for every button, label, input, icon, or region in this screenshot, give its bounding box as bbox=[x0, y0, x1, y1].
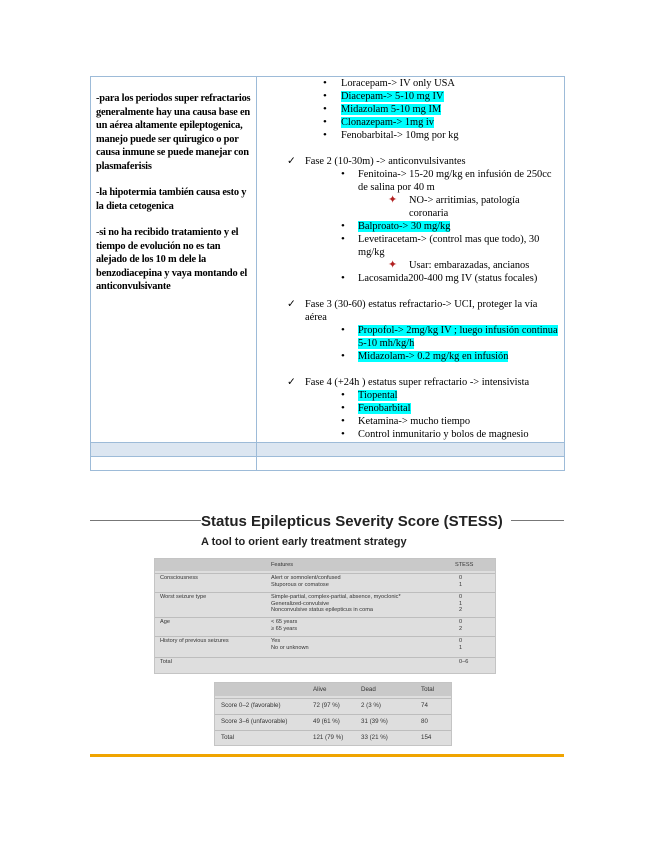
table-header bbox=[155, 559, 495, 571]
phase1-item: • Fenobarbital-> 10mg por kg bbox=[257, 129, 560, 142]
feature: Yes bbox=[271, 638, 281, 644]
outcome-table bbox=[214, 682, 452, 746]
stess-figure bbox=[90, 512, 564, 760]
feature: Simple-partial, complex-partial, absence, myoclonic* bbox=[271, 594, 401, 600]
note-paragraph: -para los periodos super refractarios generalmente hay una causa base en un aérea altamente epileptogenica, manejo puede ser quirugico o por causa inmune se puede manejar con plasmaferisis bbox=[96, 93, 251, 172]
table-row bbox=[155, 573, 495, 590]
phase2-item: • Balproato-> 30 mg/kg bbox=[257, 220, 560, 233]
row-category: Age bbox=[160, 619, 170, 625]
figure-subtitle: A tool to orient early treatment strategy bbox=[201, 536, 407, 548]
table-cell: 154 bbox=[421, 734, 432, 741]
feature: Stuporous or comatose bbox=[271, 581, 329, 588]
score: 0–6 bbox=[459, 659, 469, 665]
phase3-item: • Midazolam-> 0.2 mg/kg en infusión bbox=[257, 350, 560, 363]
table-cell: 2 (3 %) bbox=[361, 702, 381, 709]
phase4-item: • Ketamina-> mucho tiempo bbox=[257, 415, 560, 428]
phase2-note: ✦ NO-> arritimias, patología coronaria bbox=[388, 194, 520, 219]
table-cell: Score 3–6 (unfavorable) bbox=[221, 718, 288, 725]
phase1-item: • Loracepam-> IV only USA bbox=[257, 77, 560, 90]
table-row bbox=[91, 443, 565, 457]
table-cell: 33 (21 %) bbox=[361, 734, 388, 741]
phases-cell bbox=[257, 77, 565, 443]
left-notes-cell bbox=[91, 77, 257, 443]
feature: No or unknown bbox=[271, 644, 309, 651]
score: 0 bbox=[459, 575, 463, 581]
row-category: Consciousness bbox=[160, 575, 198, 581]
table-header bbox=[215, 683, 451, 696]
score: 1 bbox=[459, 644, 463, 651]
table-row bbox=[155, 657, 495, 670]
column-header: Dead bbox=[361, 686, 376, 693]
table-cell: Total bbox=[221, 734, 235, 741]
phase1-item: • Diacepam-> 5-10 mg IV bbox=[257, 90, 560, 103]
feature: Nonconvulsive status epilepticus in coma bbox=[271, 607, 373, 613]
table-cell: 31 (39 %) bbox=[361, 718, 388, 725]
checkmark-icon: ✓ bbox=[287, 156, 296, 167]
figure-title: Status Epilepticus Severity Score (STESS) bbox=[201, 513, 511, 531]
row-category: Total bbox=[160, 659, 172, 665]
phase2-item: • Lacosamida200-400 mg IV (status focales) bbox=[257, 272, 560, 285]
column-header: Alive bbox=[313, 686, 327, 693]
phase4-item: • Fenobarbital bbox=[257, 402, 560, 415]
feature: < 65 years bbox=[271, 619, 298, 625]
score: 0 bbox=[459, 619, 463, 625]
table-cell: 72 (97 %) bbox=[313, 702, 340, 709]
table-row bbox=[155, 636, 495, 653]
column-header: Features bbox=[271, 562, 294, 568]
note-paragraph: -si no ha recibido tratamiento y el tiempo de evolución no es tan alejado de los 10 m dele la benzodiacepina y vaya montando el anticonvulsivante bbox=[96, 227, 248, 292]
column-header: Total bbox=[421, 686, 435, 693]
table-row bbox=[215, 714, 451, 728]
score: 1 bbox=[459, 581, 463, 588]
phase2-note: ✦ Usar: embarazadas, ancianos bbox=[388, 259, 530, 271]
table-cell: 74 bbox=[421, 702, 428, 709]
stess-table bbox=[154, 558, 496, 674]
table-cell: Score 0–2 (favorable) bbox=[221, 702, 281, 709]
checkmark-icon: ✓ bbox=[287, 377, 296, 388]
phase3-item: • Propofol-> 2mg/kg IV ; luego infusión continua 5-10 mh/kg/h bbox=[257, 324, 560, 350]
phase4-title: ✓ Fase 4 (+24h ) estatus super refractario -> intensivista bbox=[287, 377, 530, 388]
feature: Generalized-convulsive bbox=[271, 600, 330, 607]
column-header: STESS bbox=[455, 562, 474, 568]
table-cell: 80 bbox=[421, 718, 428, 725]
phase2-item: • Fenitoina-> 15-20 mg/kg en infusión de 250cc de salina por 40 m bbox=[257, 168, 560, 194]
table-row bbox=[215, 730, 451, 744]
phase3-title: ✓ Fase 3 (30-60) estatus refractario-> UCI, proteger la vía aérea bbox=[287, 299, 538, 323]
note-paragraph: -la hipotermia también causa esto y la dieta cetogenica bbox=[96, 187, 247, 212]
checkmark-icon: ✓ bbox=[287, 299, 296, 310]
score: 0 bbox=[459, 594, 463, 600]
phase1-item: • Midazolam 5-10 mg IM bbox=[257, 103, 560, 116]
phase2-item: • Levetiracetam-> (control mas que todo), 30 mg/kg bbox=[257, 233, 560, 259]
table-row bbox=[215, 698, 451, 712]
star-icon: ✦ bbox=[388, 259, 398, 271]
table-cell: 121 (79 %) bbox=[313, 734, 344, 741]
table-row bbox=[155, 592, 495, 615]
score: 1 bbox=[459, 600, 463, 607]
score: 0 bbox=[459, 638, 463, 644]
notes-table bbox=[90, 76, 565, 471]
table-cell: 49 (61 %) bbox=[313, 718, 340, 725]
phase4-item: • Control inmunitario y bolos de magnesio bbox=[257, 428, 560, 441]
row-category: Worst seizure type bbox=[160, 594, 207, 600]
table-row bbox=[91, 457, 565, 471]
star-icon: ✦ bbox=[388, 194, 398, 206]
score: 2 bbox=[459, 625, 463, 632]
phase4-item: • Tiopental bbox=[257, 389, 560, 402]
feature: ≥ 65 years bbox=[271, 625, 298, 632]
feature: Alert or somnolent/confused bbox=[271, 575, 341, 581]
divider bbox=[90, 754, 564, 757]
phase2-title: ✓ Fase 2 (10-30m) -> anticonvulsivantes bbox=[287, 156, 466, 167]
table-row bbox=[155, 617, 495, 634]
score: 2 bbox=[459, 607, 463, 613]
phase1-item: • Clonazepam-> 1mg iv bbox=[257, 116, 560, 129]
row-category: History of previous seizures bbox=[160, 638, 229, 644]
